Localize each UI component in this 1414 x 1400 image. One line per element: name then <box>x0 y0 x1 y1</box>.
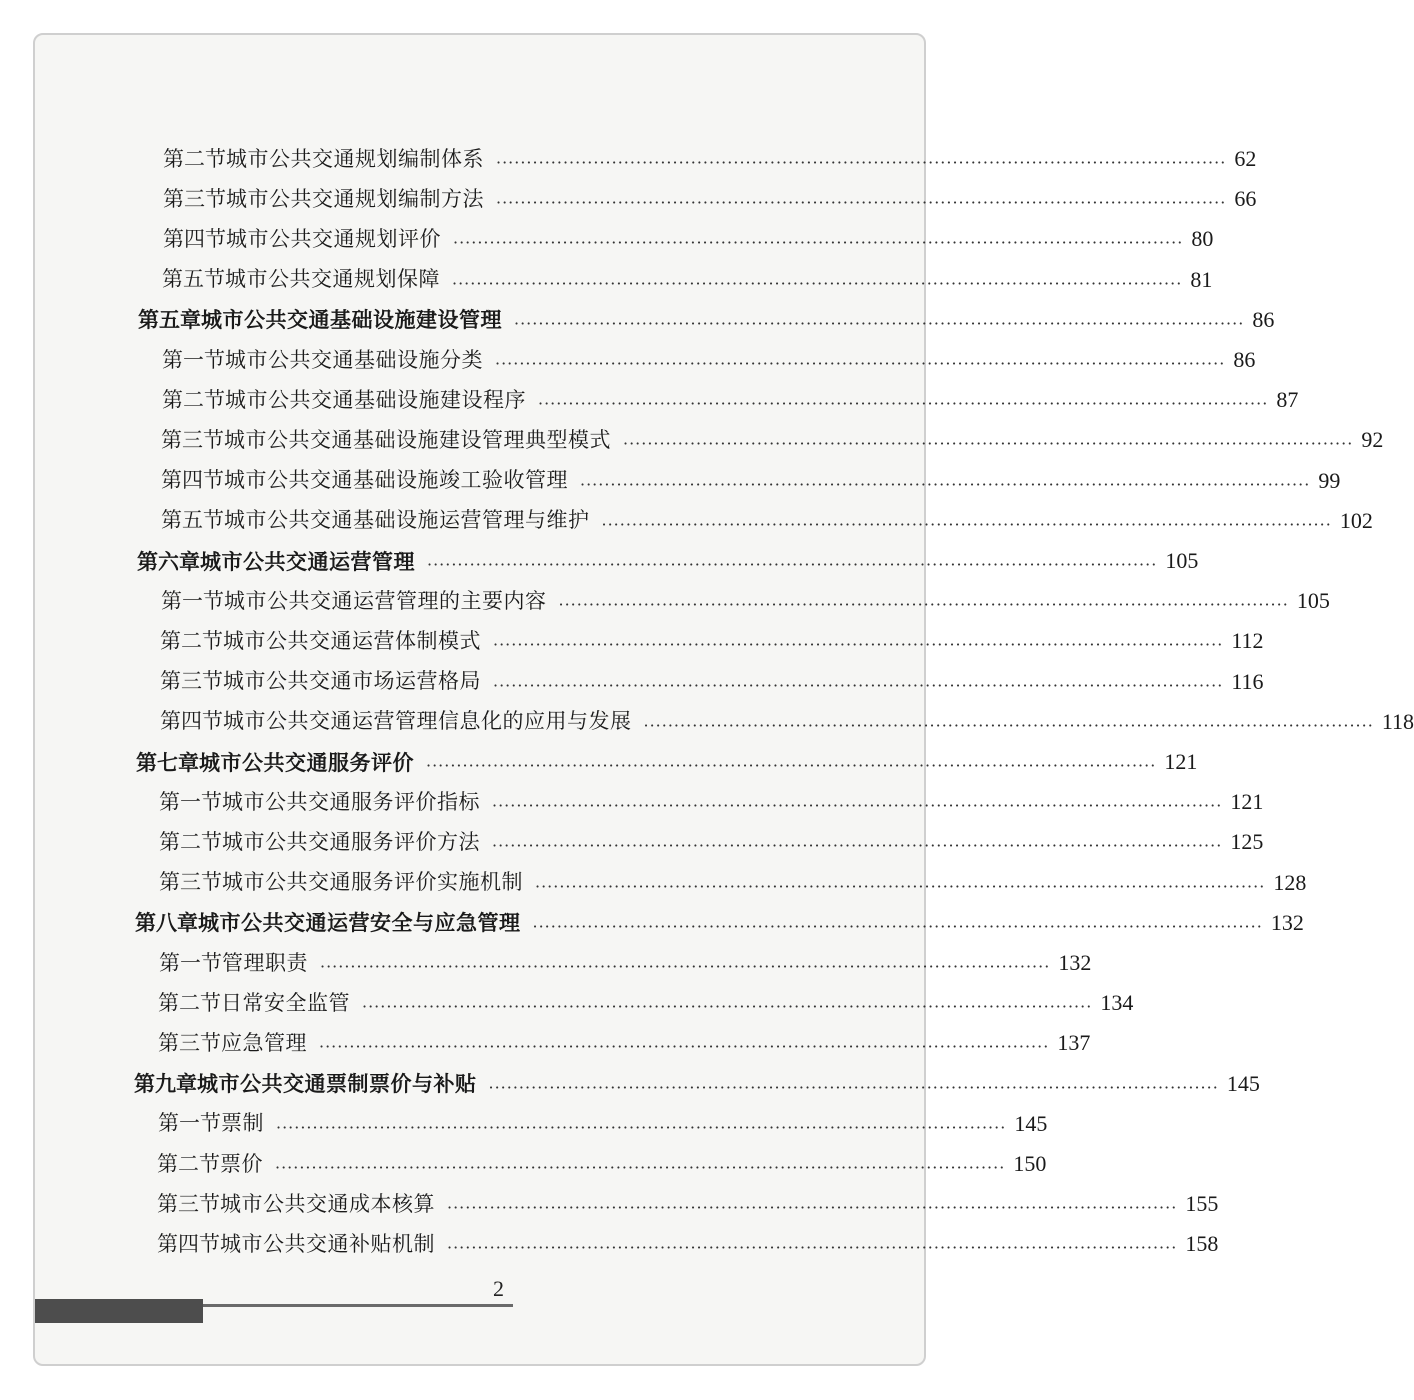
toc-entry-page: 66 <box>1234 186 1257 212</box>
dot-leader: ························································································································ <box>535 876 1266 896</box>
toc-section-entry <box>163 181 1257 217</box>
toc-section-entry <box>163 141 1257 177</box>
dot-leader: ························································································································ <box>492 836 1223 856</box>
toc-entry-title: 城市公共交通规划保障 <box>225 267 440 292</box>
dot-leader: ························································································································ <box>426 756 1157 775</box>
toc-chapter-entry <box>138 302 1275 338</box>
toc-entry-label: 第三节 <box>161 427 224 452</box>
toc-section-entry <box>157 1186 1219 1222</box>
toc-entry-label: 第五节 <box>162 267 225 292</box>
dot-leader: ························································································································ <box>580 474 1311 494</box>
toc-section-entry <box>162 382 1299 418</box>
toc-entry-label: 第八章 <box>135 910 198 936</box>
footer-rule <box>203 1304 513 1307</box>
toc-entry-label: 第四节 <box>163 226 226 251</box>
toc-entry-title: 城市公共交通运营管理 <box>200 548 415 574</box>
toc-entry-title: 城市公共交通基础设施运营管理与维护 <box>224 508 590 533</box>
toc-entry-label: 第三节 <box>157 1191 220 1216</box>
toc-entry-page: 102 <box>1339 507 1373 533</box>
toc-entry-title: 城市公共交通规划编制方法 <box>226 186 484 211</box>
toc-entry-label: 第二节 <box>159 829 222 854</box>
toc-section-entry <box>158 1106 1048 1142</box>
toc-chapter-entry <box>136 744 1198 780</box>
toc-entry-title: 城市公共交通运营体制模式 <box>223 628 481 653</box>
toc-entry-title: 日常安全监管 <box>221 990 350 1015</box>
toc-entry-page: 99 <box>1318 467 1341 493</box>
toc-entry-title: 城市公共交通基础设施分类 <box>225 347 483 372</box>
toc-entry-label: 第一节 <box>162 347 225 372</box>
footer-bar <box>35 1299 203 1323</box>
dot-leader: ························································································································ <box>558 595 1289 615</box>
toc-entry-title: 城市公共交通补贴机制 <box>220 1231 435 1256</box>
toc-entry-title: 城市公共交通成本核算 <box>220 1191 435 1216</box>
toc-entry-title: 城市公共交通基础设施竣工验收管理 <box>224 468 568 493</box>
toc-section-entry <box>160 704 1414 740</box>
dot-leader: ························································································································ <box>427 555 1158 574</box>
toc-entry-label: 第二节 <box>162 387 225 412</box>
dot-leader: ························································································································ <box>447 1198 1178 1218</box>
toc-entry-page: 80 <box>1191 226 1214 252</box>
dot-leader: ························································································································ <box>493 675 1224 695</box>
toc-chapter-entry <box>134 1066 1260 1102</box>
dot-leader: ························································································································ <box>453 233 1184 253</box>
toc-chapter-entry <box>137 543 1199 579</box>
toc-entry-title: 应急管理 <box>221 1030 307 1055</box>
dot-leader: ························································································································ <box>488 1077 1219 1097</box>
dot-leader: ························································································································ <box>601 514 1332 534</box>
dot-leader: ························································································································ <box>447 1238 1178 1258</box>
table-of-contents <box>35 35 1414 1364</box>
page-number: 2 <box>493 1276 504 1301</box>
toc-entry-title: 城市公共交通基础设施建设程序 <box>225 387 526 412</box>
toc-entry-page: 86 <box>1233 347 1256 372</box>
toc-entry-label: 第一节 <box>159 950 222 975</box>
dot-leader: ························································································································ <box>319 1037 1050 1057</box>
toc-entry-title: 城市公共交通基础设施建设管理典型模式 <box>224 427 611 452</box>
toc-section-entry <box>160 664 1264 700</box>
toc-entry-page: 132 <box>1058 950 1092 975</box>
toc-entry-title: 城市公共交通基础设施建设管理 <box>201 307 502 333</box>
toc-section-entry <box>159 824 1264 860</box>
toc-entry-page: 105 <box>1296 588 1330 614</box>
toc-entry-title: 城市公共交通服务评价方法 <box>222 829 480 854</box>
dot-leader: ························································································································ <box>275 1158 1006 1177</box>
toc-entry-page: 132 <box>1270 909 1304 935</box>
toc-entry-title: 城市公共交通运营管理的主要内容 <box>224 588 547 613</box>
toc-section-entry <box>159 784 1264 820</box>
toc-entry-label: 第二节 <box>160 628 223 653</box>
dot-leader: ························································································································ <box>496 153 1227 172</box>
toc-entry-title: 城市公共交通服务评价实施机制 <box>222 870 523 895</box>
toc-entry-page: 112 <box>1231 628 1264 654</box>
toc-entry-label: 第三节 <box>163 186 226 211</box>
toc-entry-title: 城市公共交通运营安全与应急管理 <box>198 910 521 936</box>
toc-entry-label: 第一节 <box>158 1111 221 1136</box>
toc-entry-page: 134 <box>1100 990 1134 1016</box>
toc-chapter-entry <box>135 905 1304 941</box>
toc-section-entry <box>161 463 1341 499</box>
toc-entry-label: 第四节 <box>160 709 223 734</box>
toc-entry-title: 城市公共交通规划编制体系 <box>226 146 484 171</box>
dot-leader: ························································································································ <box>276 1117 1007 1137</box>
toc-section-entry <box>157 1226 1219 1262</box>
toc-entry-title: 城市公共交通服务评价指标 <box>222 789 480 814</box>
toc-entry-label: 第一节 <box>159 789 222 814</box>
toc-entry-label: 第六章 <box>137 548 200 574</box>
toc-entry-page: 145 <box>1226 1070 1260 1096</box>
toc-entry-label: 第二节 <box>163 146 226 171</box>
toc-entry-label: 第四节 <box>161 468 224 493</box>
dot-leader: ························································································································ <box>320 957 1051 976</box>
toc-entry-title: 城市公共交通服务评价 <box>199 749 414 775</box>
toc-entry-page: 118 <box>1381 708 1414 734</box>
toc-entry-title: 城市公共交通票制票价与补贴 <box>197 1071 477 1097</box>
toc-entry-page: 105 <box>1165 548 1199 573</box>
toc-entry-label: 第五节 <box>161 508 224 533</box>
toc-section-entry <box>161 422 1384 458</box>
toc-entry-page: 87 <box>1276 387 1299 413</box>
toc-entry-page: 145 <box>1014 1110 1048 1136</box>
toc-entry-label: 第七章 <box>136 749 199 775</box>
toc-entry-label: 第一节 <box>161 588 224 613</box>
toc-section-entry <box>161 503 1373 539</box>
toc-entry-label: 第三节 <box>160 669 223 694</box>
toc-section-entry <box>159 865 1307 901</box>
toc-entry-label: 第二节 <box>157 1151 220 1176</box>
toc-entry-label: 第二节 <box>158 990 221 1015</box>
toc-entry-title: 管理职责 <box>222 950 308 975</box>
toc-entry-page: 62 <box>1234 146 1257 171</box>
dot-leader: ························································································································ <box>496 193 1227 213</box>
toc-entry-title: 城市公共交通规划评价 <box>226 226 441 251</box>
toc-entry-page: 121 <box>1230 789 1264 815</box>
toc-entry-label: 第九章 <box>134 1071 197 1097</box>
toc-entry-page: 155 <box>1185 1191 1219 1217</box>
dot-leader: ························································································································ <box>623 434 1354 454</box>
toc-section-entry <box>157 1146 1047 1182</box>
dot-leader: ························································································································ <box>362 997 1093 1017</box>
toc-entry-title: 城市公共交通市场运营格局 <box>223 669 481 694</box>
toc-entry-title: 城市公共交通运营管理信息化的应用与发展 <box>223 709 632 734</box>
toc-entry-label: 第四节 <box>157 1231 220 1256</box>
toc-section-entry <box>160 623 1264 659</box>
toc-section-entry <box>162 262 1213 298</box>
toc-entry-page: 86 <box>1252 306 1275 332</box>
dot-leader: ························································································································ <box>452 273 1183 293</box>
toc-entry-title: 票制 <box>221 1111 264 1136</box>
toc-section-entry <box>162 342 1256 378</box>
dot-leader: ························································································································ <box>532 916 1263 936</box>
dot-leader: ························································································································ <box>643 715 1374 735</box>
toc-entry-page: 150 <box>1013 1151 1047 1176</box>
toc-entry-page: 116 <box>1231 668 1264 694</box>
toc-entry-page: 128 <box>1273 869 1307 895</box>
toc-section-entry <box>161 583 1330 619</box>
dot-leader: ························································································································ <box>538 394 1269 414</box>
toc-entry-label: 第五章 <box>138 307 201 333</box>
toc-section-entry <box>159 945 1092 981</box>
toc-section-entry <box>158 985 1134 1021</box>
toc-entry-page: 121 <box>1164 749 1198 774</box>
toc-entry-page: 125 <box>1230 829 1264 855</box>
toc-entry-page: 92 <box>1361 427 1384 453</box>
toc-entry-label: 第三节 <box>159 870 222 895</box>
dot-leader: ························································································································ <box>493 635 1224 655</box>
toc-entry-page: 137 <box>1057 1030 1091 1056</box>
book-page <box>33 33 1414 1366</box>
dot-leader: ························································································································ <box>492 796 1223 816</box>
toc-entry-title: 票价 <box>220 1151 263 1176</box>
dot-leader: ························································································································ <box>514 313 1245 333</box>
toc-entry-label: 第三节 <box>158 1030 221 1055</box>
dot-leader: ························································································································ <box>495 354 1226 373</box>
toc-section-entry <box>163 221 1214 257</box>
toc-section-entry <box>158 1025 1091 1061</box>
toc-entry-page: 158 <box>1185 1231 1219 1257</box>
toc-entry-page: 81 <box>1190 266 1213 292</box>
